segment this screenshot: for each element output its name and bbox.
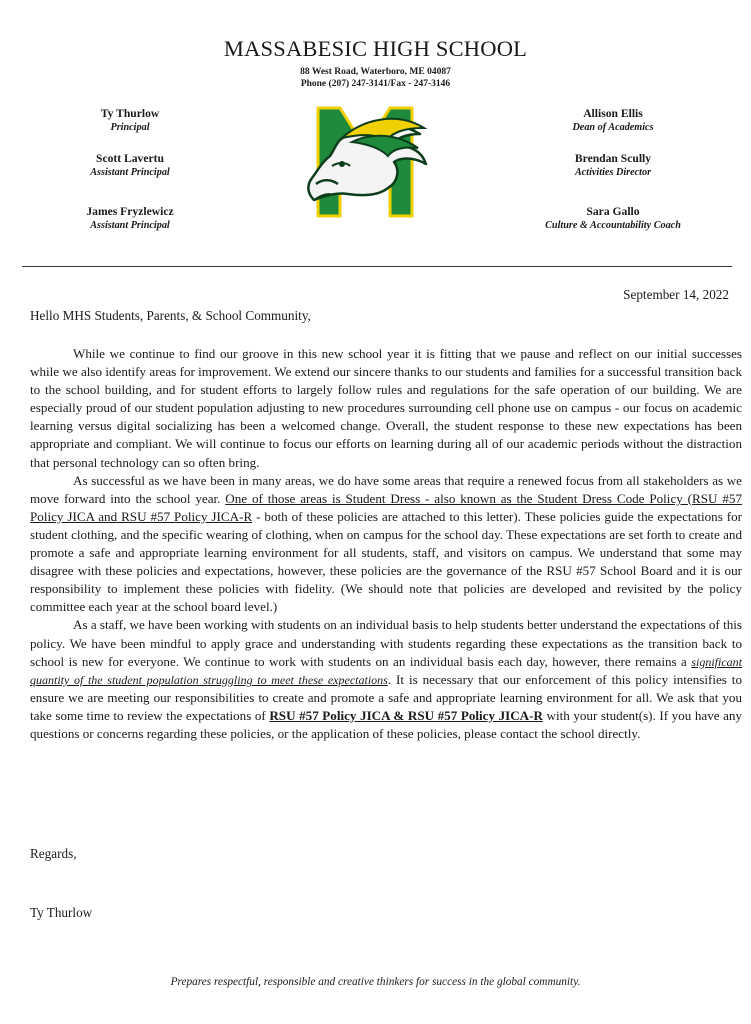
staff-name: Allison Ellis xyxy=(583,107,643,120)
staff-role: Activities Director xyxy=(574,167,652,178)
letter-date: September 14, 2022 xyxy=(623,287,729,302)
p3-policy-bold: RSU #57 Policy JICA & RSU #57 Policy JICA-R xyxy=(269,707,543,723)
p2-text-a: As successful as we have been in many areas, we do have some areas that require a renewed focus from all stakeholders as we move forward into the school year. xyxy=(30,472,742,506)
p3-text-b: . It is necessary that our enforcement of this policy intensifies to ensure we are meeting our responsibilities to create and promote a safe and appropriate learning environment for all. We ask that you take some time to review the expectations of xyxy=(30,671,742,723)
footer-motto: Prepares respectful, responsible and creative thinkers for success in the global community. xyxy=(170,976,581,988)
letter-greeting: Hello MHS Students, Parents, & School Community, xyxy=(30,308,311,323)
paragraph-1: While we continue to find our groove in this new school year it is fitting that we pause and reflect on our initial successes while we also identify areas for improvement. We extend our sincere thanks to our students and families for a successful transition back to the school building, and for student efforts to largely follow rules and regulations for the safe operation of our building. We are especially proud of our student population adjusting to new procedures surrounding cell phone use on campus - our focus on academic learning versus digital socializing has been a welcomed change. Overall, the student response to these new expectations has been appropriate and compliant. We will continue to focus our efforts on learning during all of our academic periods without the distraction that personal technology can so often bring. xyxy=(30,346,742,470)
letter-closing: Regards, xyxy=(30,846,77,861)
staff-name: Brendan Scully xyxy=(574,152,652,165)
staff-role: Dean of Academics xyxy=(572,122,654,133)
school-address: 88 West Road, Waterboro, ME 04087 xyxy=(300,67,451,77)
mustang-m-logo-icon xyxy=(302,104,428,220)
header-divider xyxy=(22,266,732,267)
staff-name: James Fryzlewicz xyxy=(86,205,174,218)
p3-emphasis: significant quantity of the student population struggling to meet these expectations xyxy=(30,654,742,687)
staff-entry xyxy=(503,107,723,134)
staff-role: Principal xyxy=(110,122,150,133)
p3-text-c: with your student(s). If you have any questions or concerns regarding these policies, or the application of these policies, please contact the school directly. xyxy=(30,707,743,741)
staff-entry xyxy=(20,107,240,134)
staff-name: Sara Gallo xyxy=(586,205,640,218)
staff-role: Assistant Principal xyxy=(90,220,170,231)
paragraph-2 xyxy=(30,472,742,617)
paragraph-3 xyxy=(30,616,742,743)
staff-entry xyxy=(503,205,723,232)
p3-text-a: As a staff, we have been working with students on an individual basis to help students better understand the expectations of this policy. We have been mindful to apply grace and understanding with students regarding these expectations as the transition back to school is new for everyone. We continue to work with students on an individual basis each day, however, there remains a xyxy=(30,617,742,669)
staff-entry xyxy=(503,152,723,179)
staff-role: Assistant Principal xyxy=(90,167,170,178)
letter-body xyxy=(30,345,742,743)
school-name: MASSABESIC HIGH SCHOOL xyxy=(223,36,528,61)
school-phone: Phone (207) 247-3141/Fax - 247-3146 xyxy=(300,79,451,89)
staff-role: Culture & Accountability Coach xyxy=(545,220,681,231)
p2-text-b: - both of these policies are attached to this letter). These policies guide the expectations for student clothing, and the specific wearing of clothing, when on campus for the school day. These expectations are set forth to create and promote a safe and appropriate learning environment for all students, staff, and visitors on campus. We understand that some may disagree with these policies and expectations, however, these policies are the governance of the RSU #57 School Board and it is our responsibility to implement these policies with fidelity. (We should note that policies are developed and revisited by the policy committee each year at the school board level.) xyxy=(30,508,742,615)
staff-entry xyxy=(20,205,240,232)
letter-signer: Ty Thurlow xyxy=(30,905,93,920)
staff-entry xyxy=(20,152,240,179)
p2-policy-underlined: One of those areas is Student Dress - also known as the Student Dress Code Policy (RSU #57 Policy JICA and RSU #57 Policy JICA-R xyxy=(30,490,742,524)
staff-name: Scott Lavertu xyxy=(96,152,164,165)
staff-name: Ty Thurlow xyxy=(100,107,160,120)
